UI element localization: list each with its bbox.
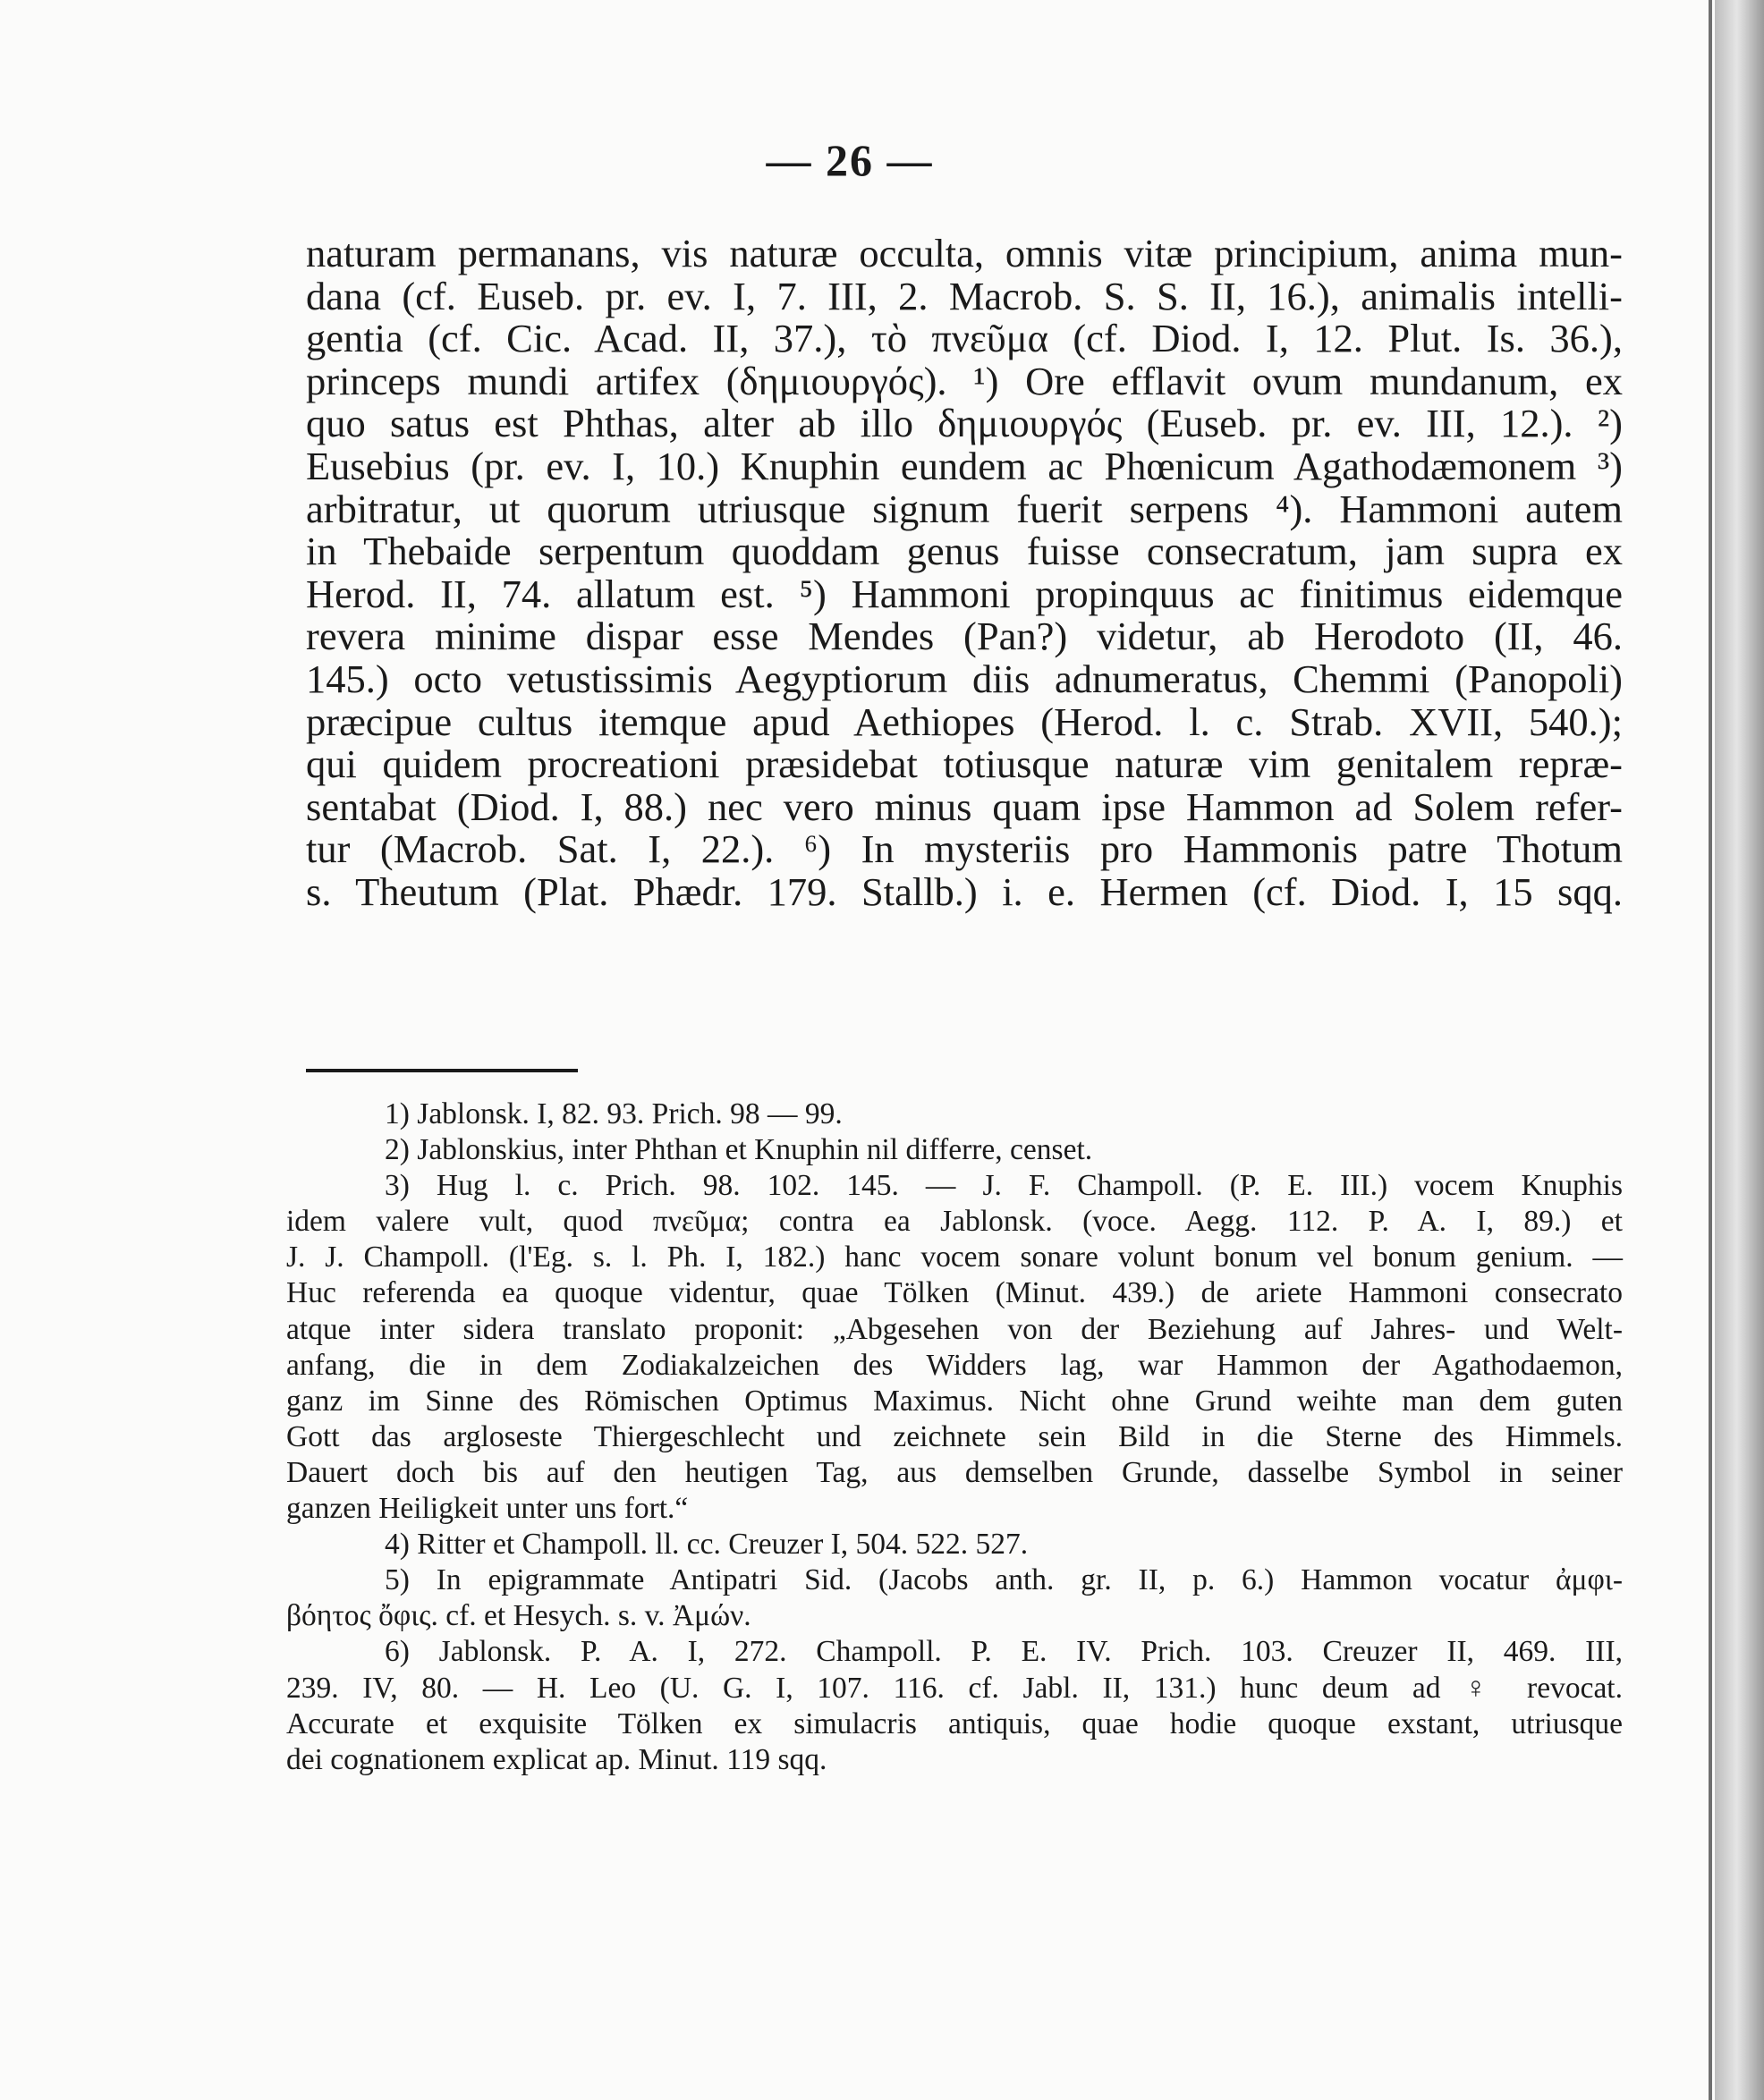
main-text-body xyxy=(306,233,1623,914)
page-edge-shadow xyxy=(1715,0,1764,2100)
main-text-line: tur (Macrob. Sat. I, 22.). ⁶) In mysteriis pro Hammonis patre Thotum xyxy=(306,826,1623,872)
footnote-line: 5) In epigrammate Antipatri Sid. (Jacobs anth. gr. II, p. 6.) Hammon vocatur ἀμφι- xyxy=(385,1563,1623,1597)
footnote-line: idem valere vult, quod πνεῦμα; contra ea Jablonsk. (voce. Aegg. 112. P. A. I, 89.) et xyxy=(286,1205,1623,1239)
page-number: — 26 — xyxy=(766,135,934,185)
footnote-line: 3) Hug l. c. Prich. 98. 102. 145. — J. F. Champoll. (P. E. III.) vocem Knuphis xyxy=(385,1169,1623,1203)
footnote-line: J. J. Champoll. (l'Eg. s. l. Ph. I, 182.) hanc vocem sonare volunt bonum vel bonum genium. — xyxy=(286,1241,1623,1274)
main-text-line: qui quidem procreationi præsidebat totiusque naturæ vim genitalem repræ- xyxy=(306,741,1623,787)
footnote-line: βόητος ὄφις. cf. et Hesych. s. v. Ἀμών. xyxy=(286,1599,751,1633)
footnote-line: ganzen Heiligkeit unter uns fort.“ xyxy=(286,1492,689,1526)
main-text-line: præcipue cultus itemque apud Aethiopes (Herod. l. c. Strab. XVII, 540.); xyxy=(306,699,1623,744)
main-text-line: Herod. II, 74. allatum est. ⁵) Hammoni propinquus ac finitimus eidemque xyxy=(306,571,1623,616)
main-text-line: sentabat (Diod. I, 88.) nec vero minus quam ipse Hammon ad Solem refer- xyxy=(306,783,1623,829)
page-edge-line xyxy=(1709,0,1712,2100)
main-text-line: naturam permanans, vis naturæ occulta, omnis vitæ principium, anima mun- xyxy=(306,231,1623,275)
footnote-line: 1) Jablonsk. I, 82. 93. Prich. 98 — 99. xyxy=(385,1097,843,1130)
footnote-line: ganz im Sinne des Römischen Optimus Maximus. Nicht ohne Grund weihte man dem guten xyxy=(286,1384,1623,1418)
main-text-line: in Thebaide serpentum quoddam genus fuisse consecratum, jam supra ex xyxy=(306,529,1623,574)
main-text-line: quo satus est Phthas, alter ab illo δημιουργός (Euseb. pr. ev. III, 12.). ²) xyxy=(306,401,1623,446)
footnote-line: 2) Jablonskius, inter Phthan et Knuphin nil differre, censet. xyxy=(385,1133,1093,1167)
footnote-line: Dauert doch bis auf den heutigen Tag, aus demselben Grunde, dasselbe Symbol in seiner xyxy=(286,1455,1623,1489)
footnotes xyxy=(286,1097,1623,1778)
main-text-line: 145.) octo vetustissimis Aegyptiorum diis adnumeratus, Chemmi (Panopoli) xyxy=(306,656,1623,701)
main-text-line: revera minime dispar esse Mendes (Pan?) videtur, ab Herodoto (II, 46. xyxy=(306,614,1623,659)
main-text-line: gentia (cf. Cic. Acad. II, 37.), τὸ πνεῦμα (cf. Diod. I, 12. Plut. Is. 36.), xyxy=(306,316,1623,361)
main-text-line: arbitratur, ut quorum utriusque signum fuerit serpens ⁴). Hammoni autem xyxy=(306,486,1623,531)
main-text-line: s. Theutum (Plat. Phædr. 179. Stallb.) i. e. Hermen (cf. Diod. I, 15 sqq. xyxy=(306,868,1623,914)
footnote-line: 4) Ritter et Champoll. ll. cc. Creuzer I, 504. 522. 527. xyxy=(385,1528,1029,1562)
footnote-line: 6) Jablonsk. P. A. I, 272. Champoll. P. E. IV. Prich. 103. Creuzer II, 469. III, xyxy=(385,1635,1623,1669)
footnote-line: Gott das argloseste Thiergeschlecht und zeichnete sein Bild in die Sterne des Himmels. xyxy=(286,1419,1623,1453)
main-text-line: princeps mundi artifex (δημιουργός). ¹) Ore efflavit ovum mundanum, ex xyxy=(306,358,1623,403)
footnote-line: Huc referenda ea quoque videntur, quae Tölken (Minut. 439.) de ariete Hammoni consecrato xyxy=(286,1276,1623,1310)
footnote-line: anfang, die in dem Zodiakalzeichen des Widders lag, war Hammon der Agathodaemon, xyxy=(286,1348,1623,1382)
main-text-line: Eusebius (pr. ev. I, 10.) Knuphin eundem ac Phœnicum Agathodæmonem ³) xyxy=(306,443,1623,488)
footnote-line: 239. IV, 80. — H. Leo (U. G. I, 107. 116. cf. Jabl. II, 131.) hunc deum ad ♀ revocat. xyxy=(286,1671,1623,1705)
footnote-line: Accurate et exquisite Tölken ex simulacris antiquis, quae hodie quoque exstant, utriusque xyxy=(286,1706,1623,1740)
main-text-line: dana (cf. Euseb. pr. ev. I, 7. III, 2. Macrob. S. S. II, 16.), animalis intelli- xyxy=(306,273,1623,318)
footnote-rule xyxy=(306,1069,578,1072)
footnote-line: atque inter sidera translato proponit: „Abgesehen von der Beziehung auf Jahres- und Welt- xyxy=(286,1312,1623,1346)
footnote-line: dei cognationem explicat ap. Minut. 119 sqq. xyxy=(286,1742,827,1776)
